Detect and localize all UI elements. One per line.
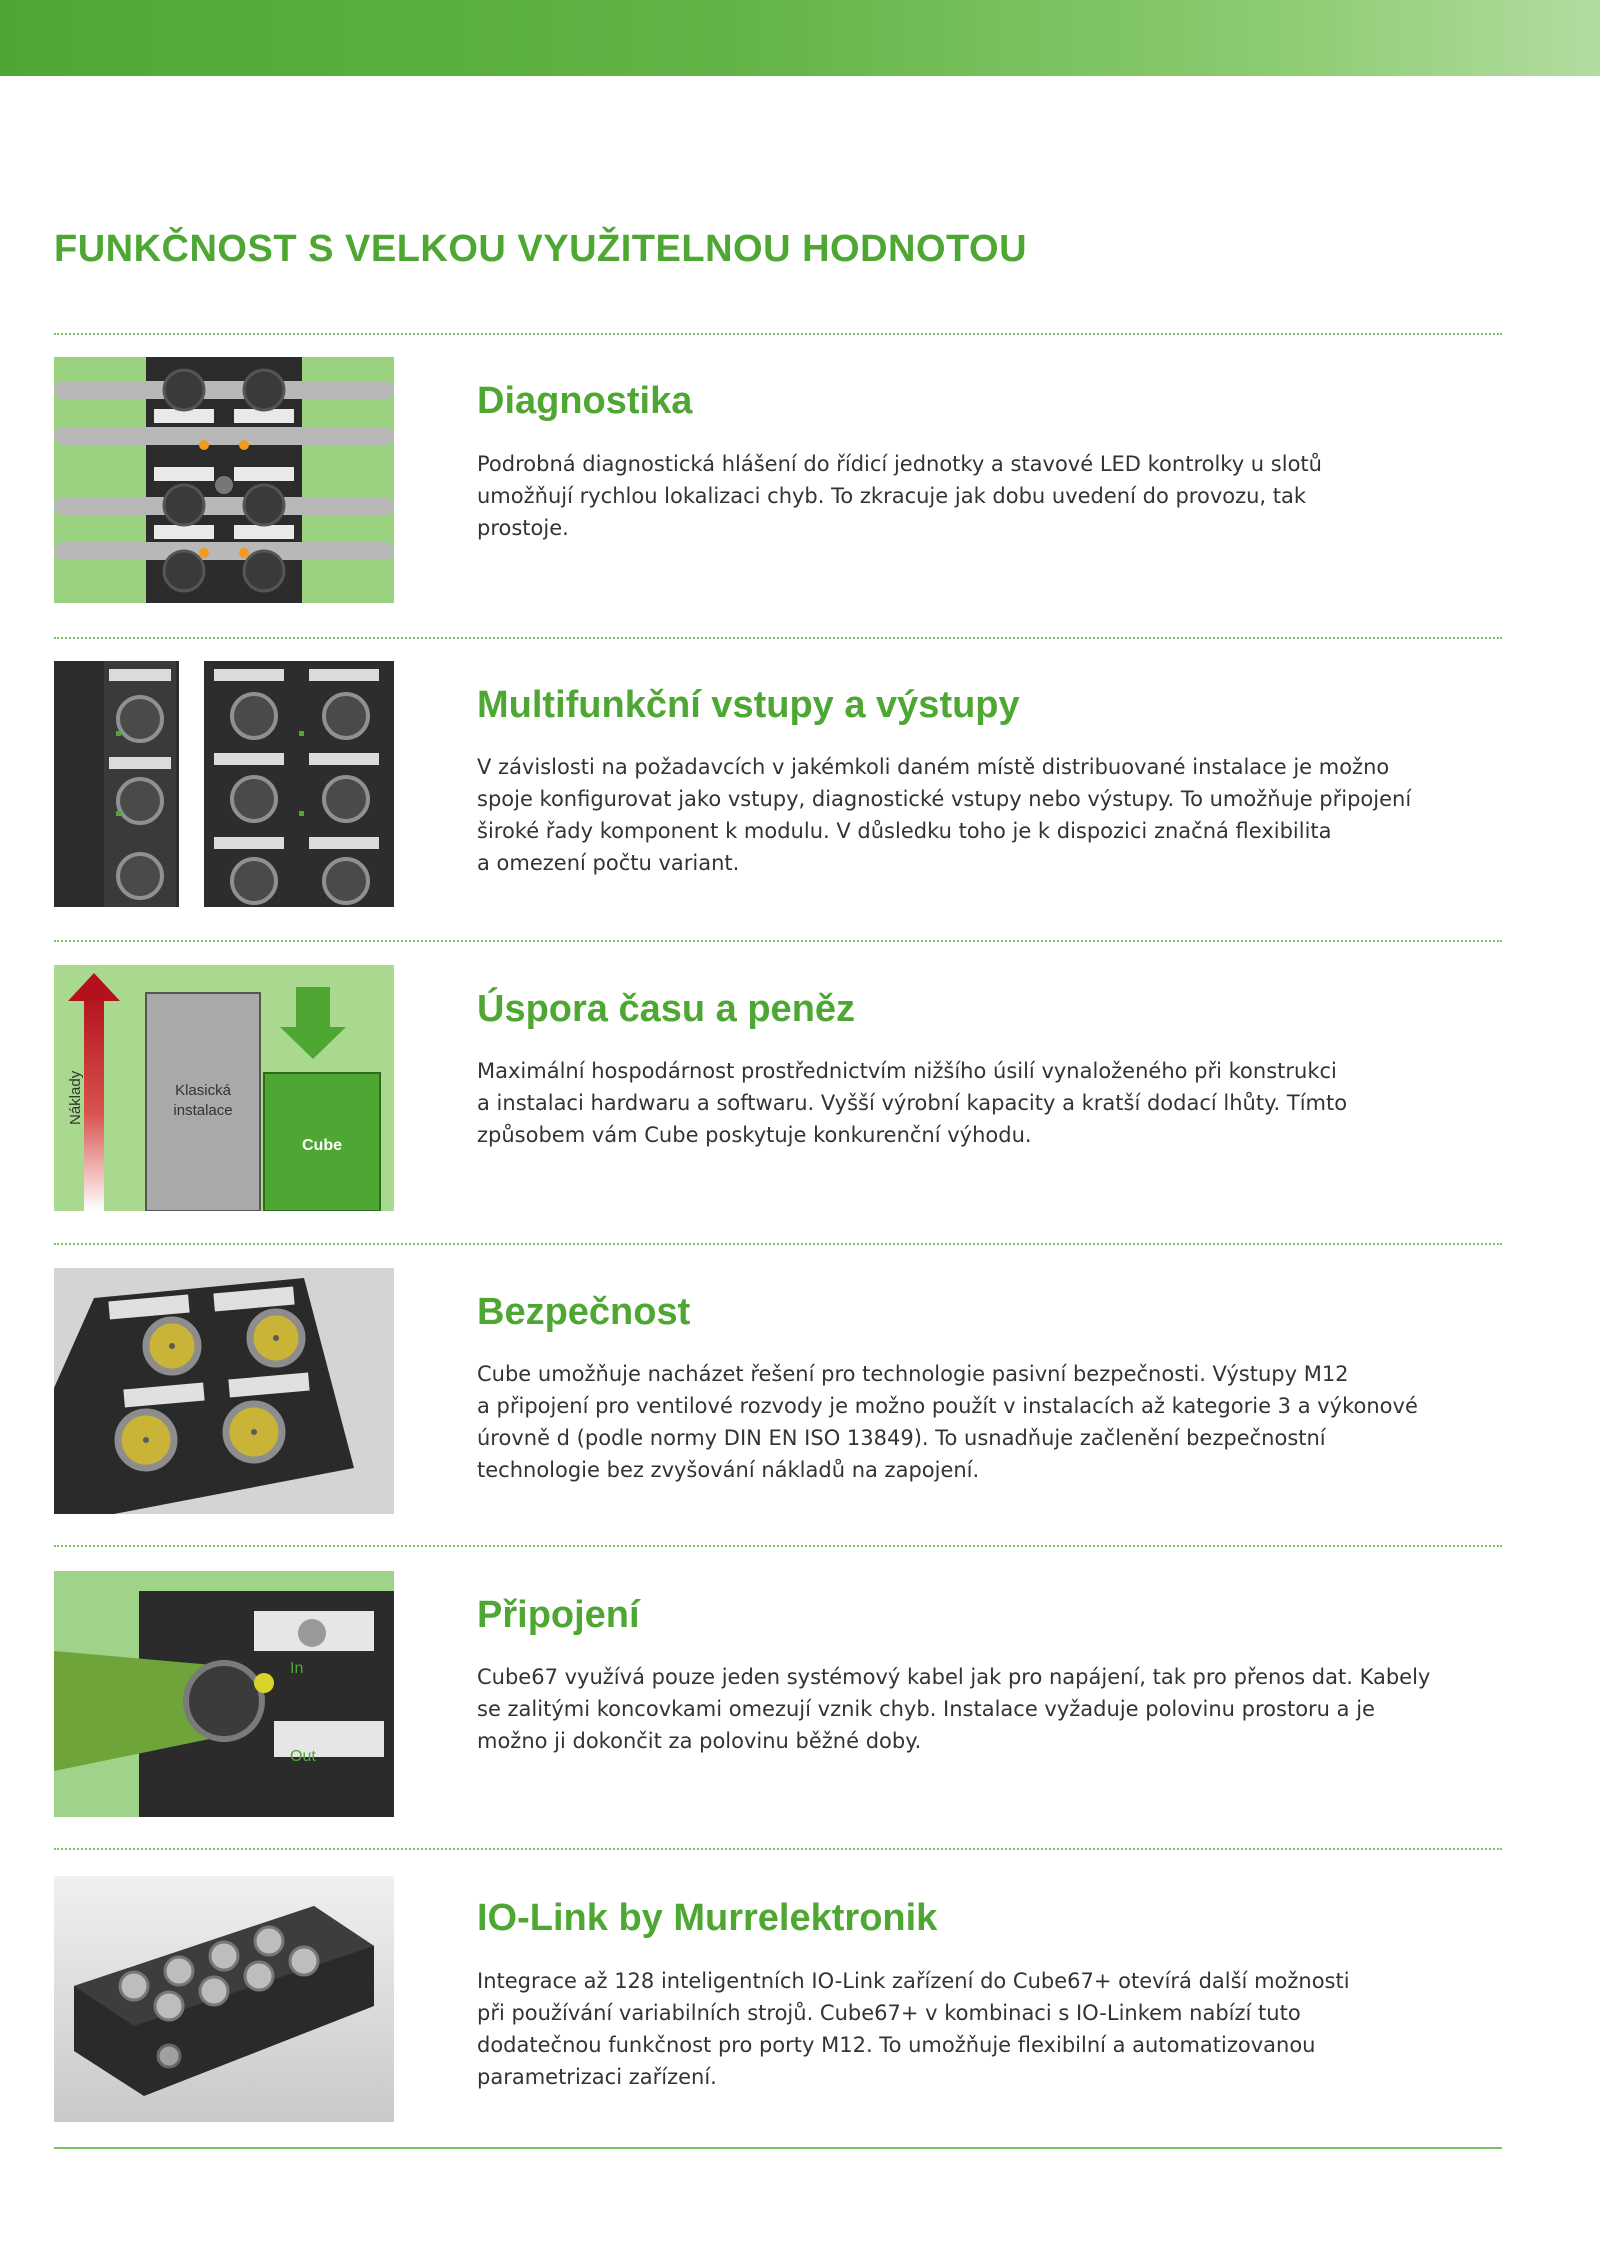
separator [54, 637, 1502, 639]
section-title: Bezpečnost [477, 1291, 691, 1333]
bottom-rule [54, 2147, 1502, 2149]
section-title: IO-Link by Murrelektronik [477, 1897, 938, 1939]
separator [54, 1243, 1502, 1245]
graphic-classic-label-line1: Klasická [175, 1082, 231, 1099]
io-link-module-photo [54, 1876, 394, 2122]
separator [54, 1848, 1502, 1850]
top-gradient-bar [0, 0, 1600, 76]
section-text: V závislosti na požadavcích v jakémkoli daném místě distribuované instalace je možno spoje konfigurovat jako vstupy, diagnostické vstupy nebo výstupy. To umožňuje připojení široké řady komponent k modulu. V důsledku toho je k dispozici značná flexibilita a omezení počtu variant. [477, 755, 1412, 875]
section-title: Diagnostika [477, 380, 693, 422]
section-text: Maximální hospodárnost prostřednictvím nižšího úsilí vynaloženého při konstrukci a instalaci hardwaru a softwaru. Vyšší výrobní kapacity a kratší dodací lhůty. Tímto způsobem vám Cube poskytuje konkurenční výhodu. [477, 1059, 1348, 1147]
section-title: Úspora času a peněz [477, 988, 856, 1030]
separator [54, 1545, 1502, 1547]
section-title: Připojení [477, 1594, 640, 1636]
io-modules-photo [54, 661, 394, 907]
graphic-out-label: Out [290, 1748, 316, 1765]
separator [54, 333, 1502, 335]
module-with-cables-photo [54, 357, 394, 603]
graphic-classic-label-line2: instalace [173, 1102, 233, 1119]
graphic-axis-label: Náklady [67, 1070, 84, 1125]
separator [54, 940, 1502, 942]
cable-connection-photo [54, 1571, 394, 1817]
section-title: Multifunkční vstupy a výstupy [477, 684, 1020, 726]
section-text: Integrace až 128 inteligentních IO-Link zařízení do Cube67+ otevírá další možnosti při používání variabilních strojů. Cube67+ v kombinaci s IO-Linkem nabízí tuto dodatečnou funkčnost pro porty M12. To umožňuje flexibilní a automatizovanou parametrizaci zařízení. [477, 1969, 1350, 2089]
graphic-in-label: In [290, 1660, 304, 1677]
section-text: Cube67 využívá pouze jeden systémový kabel jak pro napájení, tak pro přenos dat. Kabely se zalitými koncovkami omezují vznik chyb. Instalace vyžaduje polovinu prostoru a je možno ji dokončit za polovinu běžné doby. [477, 1665, 1431, 1753]
graphic-cube-label: Cube [302, 1137, 342, 1154]
safety-module-photo [54, 1268, 394, 1514]
page-title: FUNKČNOST S VELKOU VYUŽITELNOU HODNOTOU [54, 228, 1028, 270]
section-text: Cube umožňuje nacházet řešení pro technologie pasivní bezpečnosti. Výstupy M12 a připojení pro ventilové rozvody je možno použít v instalacích až kategorie 3 a výkonové úrovně d (podle normy DIN EN ISO 13849). To usnadňuje začlenění bezpečnostní technologie bez zvyšování nákladů na zapojení. [477, 1362, 1418, 1482]
cost-comparison-graphic [54, 965, 394, 1211]
section-text: Podrobná diagnostická hlášení do řídicí jednotky a stavové LED kontrolky u slotů umožňují rychlou lokalizaci chyb. To zkracuje jak dobu uvedení do provozu, tak prostoje. [477, 452, 1322, 540]
